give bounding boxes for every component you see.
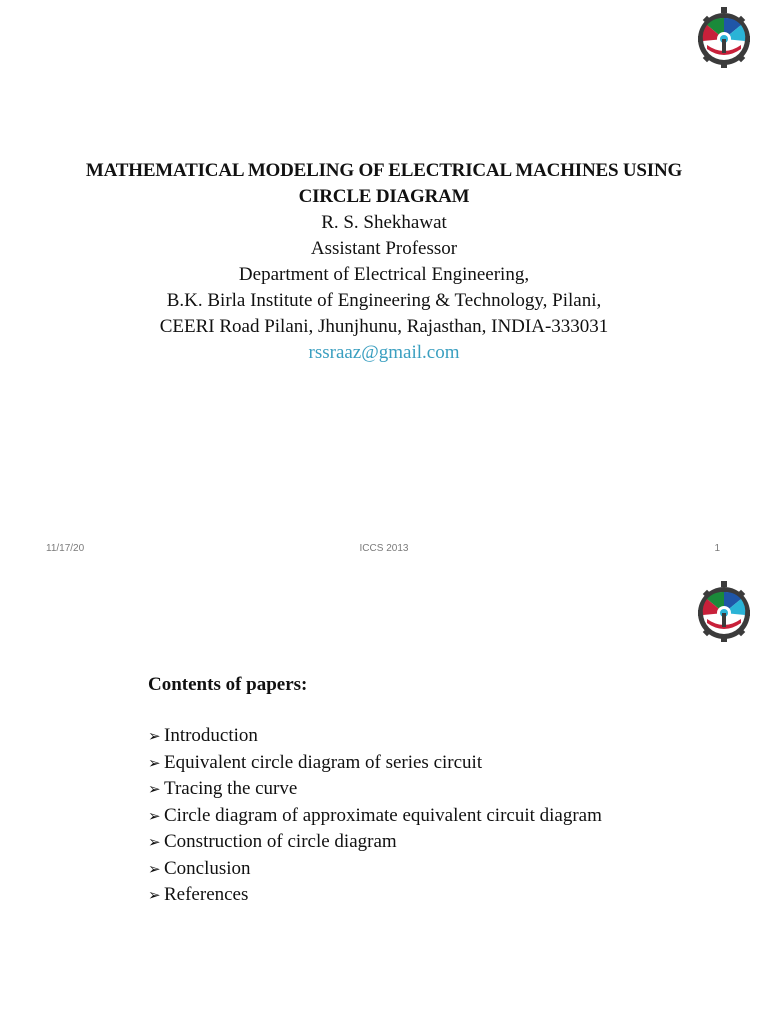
author-designation: Assistant Professor: [310, 238, 458, 259]
arrow-bullet-icon: ➢: [148, 806, 161, 825]
paper-title: [20, 158, 748, 210]
arrow-bullet-icon: ➢: [148, 859, 161, 878]
list-item: [148, 750, 618, 777]
list-item: [148, 882, 618, 909]
contents-list: [148, 723, 618, 909]
slide-footer: [0, 543, 768, 557]
slide-contents: [0, 576, 768, 1024]
arrow-bullet-icon: ➢: [148, 727, 161, 745]
paper-title-line-2: CIRCLE DIAGRAM: [298, 186, 470, 207]
list-item: [148, 829, 618, 856]
footer-conference: ICCS 2013: [359, 543, 409, 554]
footer-page-number: 1: [714, 543, 720, 554]
contents-section: [148, 672, 618, 909]
author-name: R. S. Shekhawat: [321, 212, 447, 233]
list-item-text: Tracing the curve: [164, 778, 298, 799]
list-item-text: Equivalent circle diagram of series circuit: [164, 751, 483, 773]
list-item-text: Circle diagram of approximate equivalent circuit diagram: [164, 804, 602, 826]
list-item-text: Construction of circle diagram: [164, 831, 397, 852]
institute-emblem-icon: [697, 579, 751, 643]
spacer: [148, 698, 618, 724]
list-item-text: Introduction: [164, 725, 258, 746]
list-item-text: References: [164, 884, 249, 905]
list-item: [148, 856, 618, 883]
arrow-bullet-icon: ➢: [148, 886, 161, 904]
email-link[interactable]: rssraaz@gmail.com: [308, 342, 460, 363]
list-item-text: Conclusion: [164, 857, 251, 879]
institute: B.K. Birla Institute of Engineering & Technology, Pilani,: [166, 290, 602, 311]
arrow-bullet-icon: ➢: [148, 833, 161, 851]
department: Department of Electrical Engineering,: [238, 264, 530, 285]
list-item: [148, 803, 618, 830]
title-block: [20, 158, 748, 366]
list-item: [148, 776, 618, 803]
paper-title-line-1: MATHEMATICAL MODELING OF ELECTRICAL MACHINES USING: [85, 160, 683, 181]
address: CEERI Road Pilani, Jhunjhunu, Rajasthan, INDIA-333031: [159, 316, 609, 337]
list-item: [148, 723, 618, 750]
institute-emblem-icon: [697, 5, 751, 69]
contents-heading: Contents of papers:: [148, 674, 308, 695]
footer-date: 11/17/20: [46, 543, 85, 554]
arrow-bullet-icon: ➢: [148, 753, 161, 772]
arrow-bullet-icon: ➢: [148, 780, 161, 798]
